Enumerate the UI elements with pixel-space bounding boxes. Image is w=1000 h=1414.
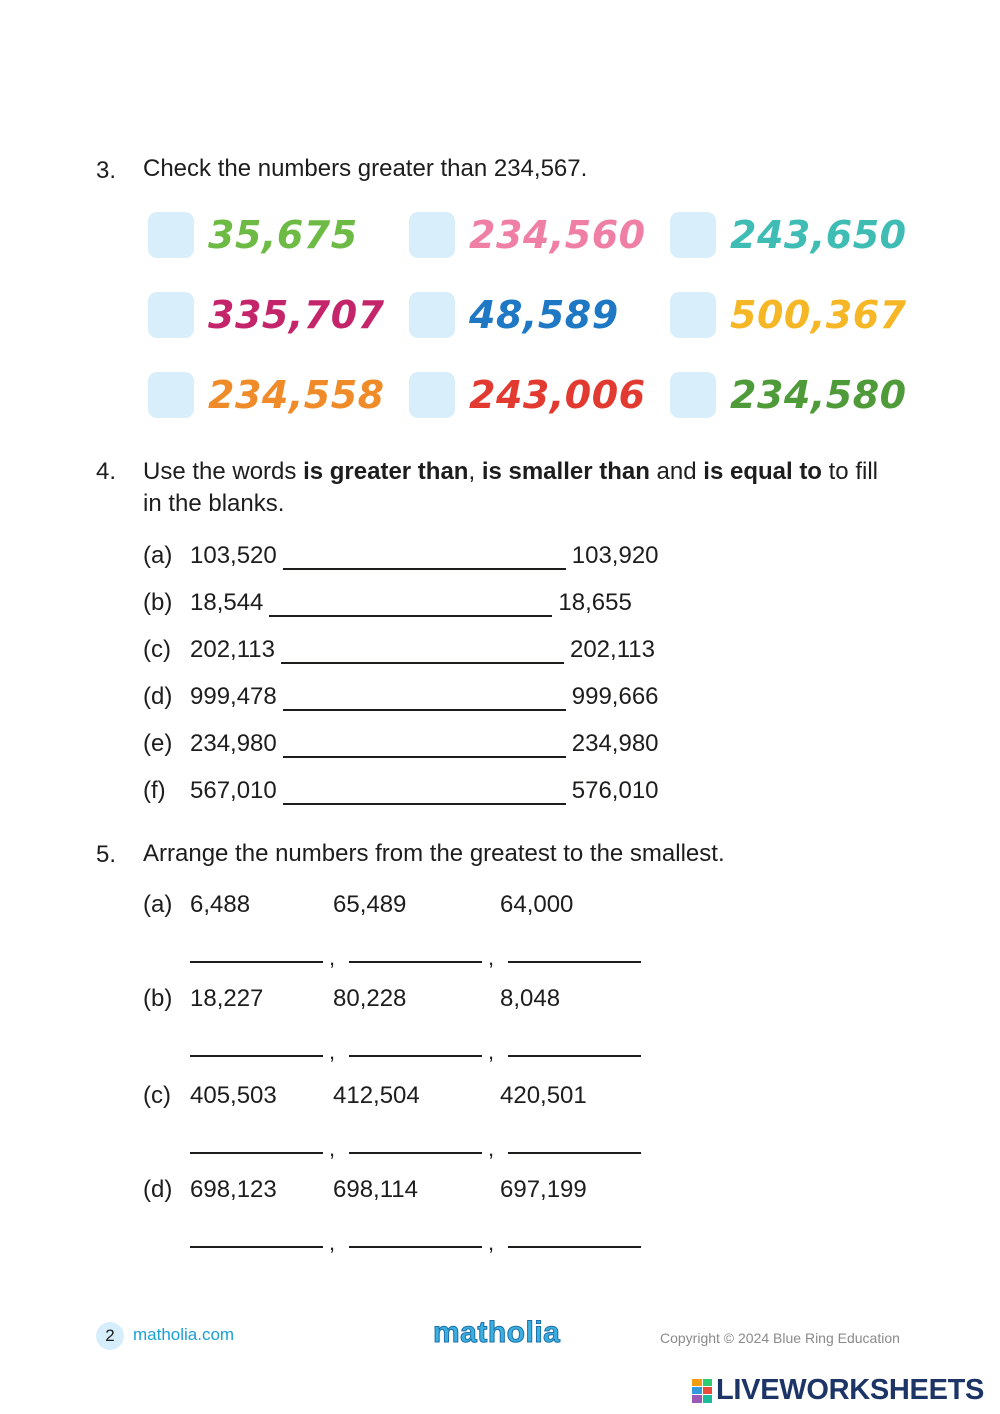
check-number: 234,580 <box>730 373 907 417</box>
check-item <box>670 211 907 259</box>
row-label: (a) <box>143 542 173 569</box>
check-item <box>409 291 619 339</box>
right-number: 18,655 <box>558 589 632 616</box>
q4-text <box>143 456 903 520</box>
fill-row <box>143 540 659 570</box>
checkbox[interactable] <box>670 372 716 418</box>
answer-blank[interactable] <box>269 591 552 617</box>
q4-text-part: to fill in the blanks. <box>143 458 878 517</box>
left-number: 202,113 <box>190 636 275 663</box>
number-2: 80,228 <box>333 985 407 1012</box>
check-item <box>148 211 358 259</box>
row-label: (b) <box>143 985 173 1012</box>
left-number: 567,010 <box>190 777 277 804</box>
comma: , <box>329 945 336 970</box>
check-number: 335,707 <box>208 293 385 337</box>
check-item <box>409 371 646 419</box>
q4-keyword: is greater than <box>303 458 469 485</box>
answer-blank[interactable] <box>349 1134 482 1154</box>
number-3: 64,000 <box>500 891 574 918</box>
left-number: 18,544 <box>190 589 264 616</box>
answer-blank[interactable] <box>508 943 641 963</box>
fill-row <box>143 634 655 664</box>
page-number: 2 <box>96 1322 124 1350</box>
check-item <box>670 291 907 339</box>
answer-blank[interactable] <box>190 943 323 963</box>
row-label: (e) <box>143 730 173 757</box>
right-number: 103,920 <box>571 542 659 569</box>
checkbox[interactable] <box>148 212 194 258</box>
checkbox[interactable] <box>409 212 455 258</box>
liveworksheets-text: LIVEWORKSHEETS <box>716 1374 985 1406</box>
number-2: 412,504 <box>333 1082 420 1109</box>
matholia-logo: matholia <box>433 1316 561 1349</box>
fill-row <box>143 681 659 711</box>
row-label: (c) <box>143 1082 171 1109</box>
checkbox[interactable] <box>409 292 455 338</box>
q3-number: 3. <box>96 157 117 184</box>
q5-text: Arrange the numbers from the greatest to the smallest. <box>143 840 725 867</box>
right-number: 576,010 <box>571 777 659 804</box>
answer-blank[interactable] <box>283 732 566 758</box>
row-label: (a) <box>143 891 173 918</box>
check-number: 48,589 <box>469 293 619 337</box>
answer-blank[interactable] <box>281 638 564 664</box>
left-number: 234,980 <box>190 730 277 757</box>
answer-blank[interactable] <box>508 1228 641 1248</box>
q4-number: 4. <box>96 458 117 485</box>
q5-number: 5. <box>96 841 117 868</box>
row-label: (d) <box>143 1176 173 1203</box>
comma: , <box>329 1230 336 1255</box>
fill-row <box>143 587 632 617</box>
row-label: (d) <box>143 683 173 710</box>
fill-row <box>143 728 659 758</box>
q4-text-part: , <box>468 458 482 485</box>
number-1: 698,123 <box>190 1176 277 1203</box>
checkbox[interactable] <box>148 292 194 338</box>
copyright: Copyright © 2024 Blue Ring Education <box>660 1330 900 1346</box>
check-item <box>670 371 907 419</box>
comma: , <box>488 1039 495 1064</box>
check-item <box>148 291 385 339</box>
liveworksheets-icon <box>692 1379 712 1403</box>
comma: , <box>488 1230 495 1255</box>
answer-blank[interactable] <box>283 685 566 711</box>
number-1: 18,227 <box>190 985 264 1012</box>
checkbox[interactable] <box>670 212 716 258</box>
right-number: 999,666 <box>571 683 659 710</box>
number-2: 65,489 <box>333 891 407 918</box>
answer-blank[interactable] <box>508 1134 641 1154</box>
row-label: (f) <box>143 777 166 804</box>
row-label: (c) <box>143 636 171 663</box>
left-number: 103,520 <box>190 542 277 569</box>
answer-blank[interactable] <box>283 779 566 805</box>
answer-blank[interactable] <box>349 943 482 963</box>
checkbox[interactable] <box>148 372 194 418</box>
number-3: 8,048 <box>500 985 561 1012</box>
answer-blank[interactable] <box>349 1037 482 1057</box>
q3-text: Check the numbers greater than 234,567. <box>143 155 588 182</box>
right-number: 234,980 <box>571 730 659 757</box>
q4-text-part: and <box>649 458 704 485</box>
q4-keyword: is equal to <box>703 458 822 485</box>
check-number: 35,675 <box>208 213 358 257</box>
fill-row <box>143 775 659 805</box>
answer-blank[interactable] <box>190 1228 323 1248</box>
check-number: 243,650 <box>730 213 907 257</box>
right-number: 202,113 <box>569 636 655 663</box>
row-label: (b) <box>143 589 173 616</box>
check-number: 243,006 <box>469 373 646 417</box>
q4-text-part: Use the words <box>143 458 304 485</box>
number-2: 698,114 <box>333 1176 418 1203</box>
number-1: 405,503 <box>190 1082 277 1109</box>
answer-blank[interactable] <box>190 1134 323 1154</box>
comma: , <box>329 1039 336 1064</box>
check-number: 234,558 <box>208 373 385 417</box>
checkbox[interactable] <box>670 292 716 338</box>
comma: , <box>329 1136 336 1161</box>
number-3: 697,199 <box>500 1176 587 1203</box>
q4-keyword: is smaller than <box>481 458 650 485</box>
check-number: 234,560 <box>469 213 646 257</box>
number-1: 6,488 <box>190 891 251 918</box>
answer-blank[interactable] <box>190 1037 323 1057</box>
site-link[interactable]: matholia.com <box>133 1325 235 1344</box>
comma: , <box>488 945 495 970</box>
check-item <box>409 211 646 259</box>
number-3: 420,501 <box>500 1082 587 1109</box>
left-number: 999,478 <box>190 683 277 710</box>
liveworksheets-logo <box>692 1374 984 1407</box>
answer-blank[interactable] <box>349 1228 482 1248</box>
answer-blank[interactable] <box>283 544 566 570</box>
answer-blank[interactable] <box>508 1037 641 1057</box>
check-number: 500,367 <box>730 293 907 337</box>
check-item <box>148 371 385 419</box>
comma: , <box>488 1136 495 1161</box>
checkbox[interactable] <box>409 372 455 418</box>
